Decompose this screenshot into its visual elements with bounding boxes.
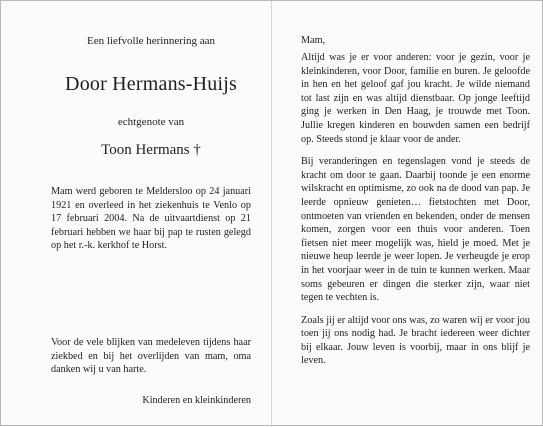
fold-line: [271, 1, 272, 427]
greeting: Mam,: [301, 35, 326, 46]
paragraph-3: Zoals jij er altijd voor ons was, zo waren wij er voor jou toen jij ons nodig had. Je bracht iedereen weer dichter bij elkaar. Jouw leven is voorbij, maar in ons blijf je leven.: [301, 314, 530, 367]
spouse-name: Toon Hermans †: [101, 142, 201, 158]
paragraph-2: Bij veranderingen en tegenslagen vond je steeds de kracht om door te gaan. Daarbij toonde je een enorme wilskracht en optimisme, zo ook na de dood van pap. Je leerde opnieuw genieten… fietstochten met Door, ontmoeten van vrienden en bekenden, onder de mensen komen, zorgen voor een thuis voor anderen. Toen fietsen niet meer mogelijk was, hield je moed. Met je nieuwe heup leerde je weer lopen. Je verheugde je erop in het voorjaar weer in de tuin te kunnen werken. Maar soms gebeuren er dingen die sterker zijn, waar niet tegen te vechten is.: [301, 156, 530, 304]
left-page: [51, 11, 251, 406]
right-page: [301, 11, 530, 368]
intro-text: Een liefvolle herinnering aan: [87, 35, 215, 47]
paragraph-1: Altijd was je er voor anderen: voor je gezin, voor je kleinkinderen, voor Door, familie en buren. Je geloofde in hen en het geloof gaf jou kracht. Je wilde niemand tot last zijn en was altijd dienstbaar. Op jonge leeftijd ging je werken in Den Haag, je trouwde met Toon. Jullie kregen kinderen en bouwden samen een bedrijf op. Steeds stond je klaar voor de ander.: [301, 52, 530, 145]
deceased-name: Door Hermans-Huijs: [65, 73, 237, 95]
thanks-text: Voor de vele blijken van medeleven tijdens haar ziekbed en bij het overlijden van mam, oma danken wij u van harte.: [51, 336, 251, 376]
spouse-label: echtgenote van: [117, 116, 185, 128]
biography-text: Mam werd geboren te Meldersloo op 24 januari 1921 en overleed in het ziekenhuis te Venlo op 17 februari 2004. Na de uitvaartdienst op 21 februari hebben we haar bij pap te rusten gelegd op het r.-k. kerkhof te Horst.: [51, 186, 251, 252]
signature-text: Kinderen en kleinkinderen: [142, 394, 251, 406]
